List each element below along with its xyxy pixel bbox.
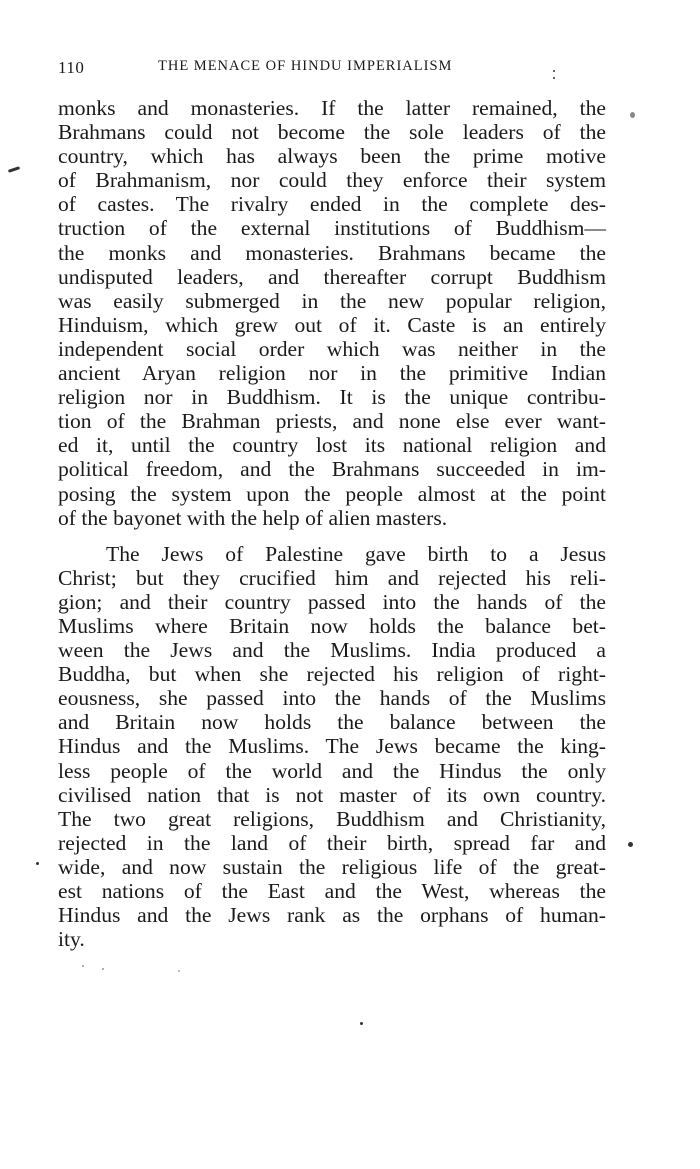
text-line: Hindus and the Muslims. The Jews became the king- [58, 734, 606, 759]
text-line: The Jews of Palestine gave birth to a Jesus [106, 541, 606, 566]
text-line: Brahmans could not become the sole leaders of the [58, 120, 606, 145]
text-line: est nations of the East and the West, whereas the [58, 879, 606, 903]
text-line: civilised nation that is not master of its own country. [58, 782, 606, 807]
text-line: Hindus and the Jews rank as the orphans of human- [58, 903, 606, 928]
text-line: was easily submerged in the new popular religion, [58, 288, 606, 313]
text-line: ity. [58, 927, 85, 952]
text-line: of Brahmanism, nor could they enforce their system [58, 168, 606, 193]
text-line: Muslims where Britain now holds the balance bet- [58, 613, 606, 638]
margin-speck [360, 1022, 363, 1025]
text-line: Hinduism, which grew out of it. Caste is an entirely [58, 312, 606, 337]
margin-speck [82, 965, 84, 967]
paragraph-1 [58, 96, 606, 530]
margin-speck [553, 70, 555, 72]
paragraph-2 [58, 542, 606, 952]
text-line: gion; and their country passed into the hands of the [58, 589, 606, 614]
text-line: posing the system upon the people almost at the point [58, 481, 606, 506]
page-header [58, 58, 606, 82]
text-line: wide, and now sustain the religious life of the great- [58, 854, 606, 879]
text-line: independent social order which was neither in the [58, 336, 606, 361]
margin-speck [553, 77, 555, 79]
text-line: of the bayonet with the help of alien masters. [58, 505, 448, 530]
margin-speck [102, 968, 104, 970]
margin-speck [36, 862, 39, 865]
text-line: Christ; but they crucified him and rejected his reli- [58, 565, 606, 590]
text-line: less people of the world and the Hindus the only [58, 758, 606, 783]
text-line: ween the Jews and the Muslims. India produced a [58, 638, 606, 663]
text-line: The two great religions, Buddhism and Christianity, [58, 806, 606, 831]
paragraph-gap [58, 530, 606, 542]
text-line: undisputed leaders, and thereafter corrupt Buddhism [58, 264, 606, 289]
text-line: and Britain now holds the balance between the [58, 710, 606, 735]
margin-speck [178, 970, 180, 972]
text-line: political freedom, and the Brahmans succeeded in im- [58, 457, 606, 482]
page-number: 110 [58, 58, 85, 77]
text-line: country, which has always been the prime motive [58, 144, 606, 169]
text-line: rejected in the land of their birth, spread far and [58, 830, 606, 855]
text-line: truction of the external institutions of Buddhism— [58, 216, 606, 241]
margin-speck [628, 842, 633, 847]
text-line: Buddha, but when she rejected his religion of right- [58, 662, 606, 687]
text-line: eousness, she passed into the hands of the Muslims [58, 686, 606, 711]
margin-speck [8, 166, 20, 173]
text-line: the monks and monasteries. Brahmans became the [58, 240, 606, 265]
body-text [58, 96, 606, 951]
text-line: tion of the Brahman priests, and none else ever want- [58, 409, 606, 434]
text-line: ancient Aryan religion nor in the primitive Indian [58, 361, 606, 386]
text-line: of castes. The rivalry ended in the complete des- [58, 192, 606, 217]
running-title: THE MENACE OF HINDU IMPERIALISM [158, 58, 453, 74]
text-line: religion nor in Buddhism. It is the unique contribu- [58, 385, 606, 410]
margin-speck [630, 112, 635, 118]
text-line: monks and monasteries. If the latter remained, the [58, 96, 606, 120]
text-line: ed it, until the country lost its national religion and [58, 433, 606, 458]
